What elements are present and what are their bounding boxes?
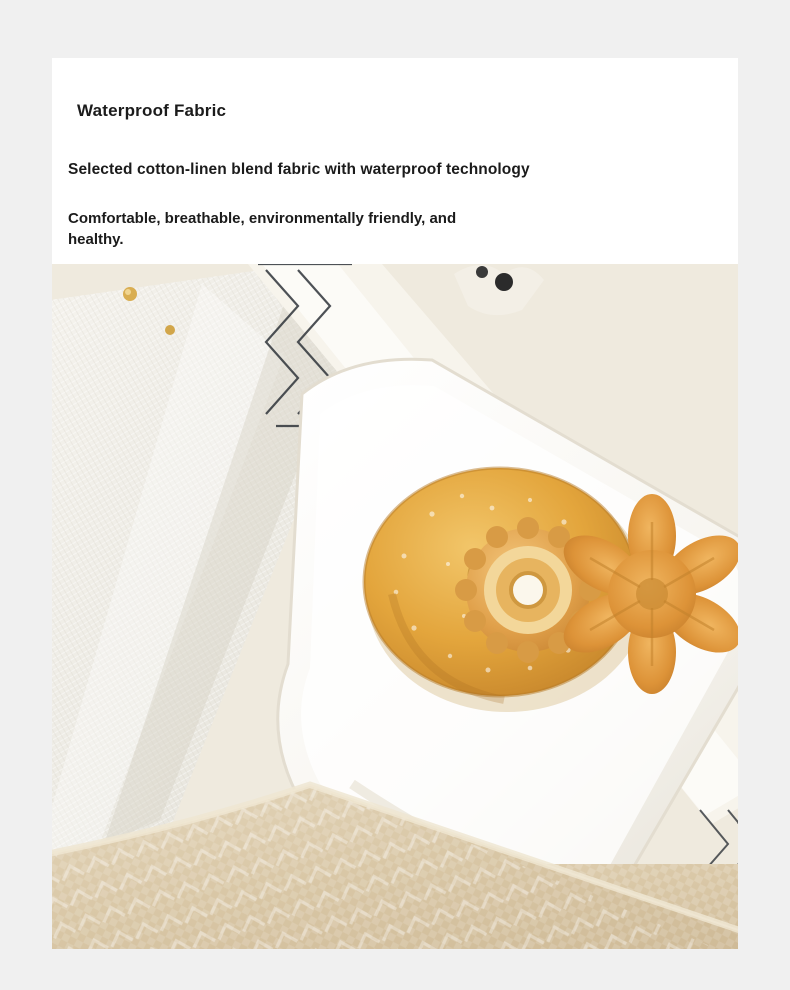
feature-description: Comfortable, breathable, environmentally friendly, and healthy. [68, 210, 457, 248]
product-photo-illustration [52, 264, 738, 949]
product-photo [52, 264, 738, 949]
feature-subheading: Selected cotton-linen blend fabric with waterproof technology [68, 161, 530, 178]
photo-scene [52, 264, 738, 949]
page-title: Waterproof Fabric [77, 101, 227, 120]
text-block [52, 58, 738, 264]
product-feature-card [52, 58, 738, 949]
